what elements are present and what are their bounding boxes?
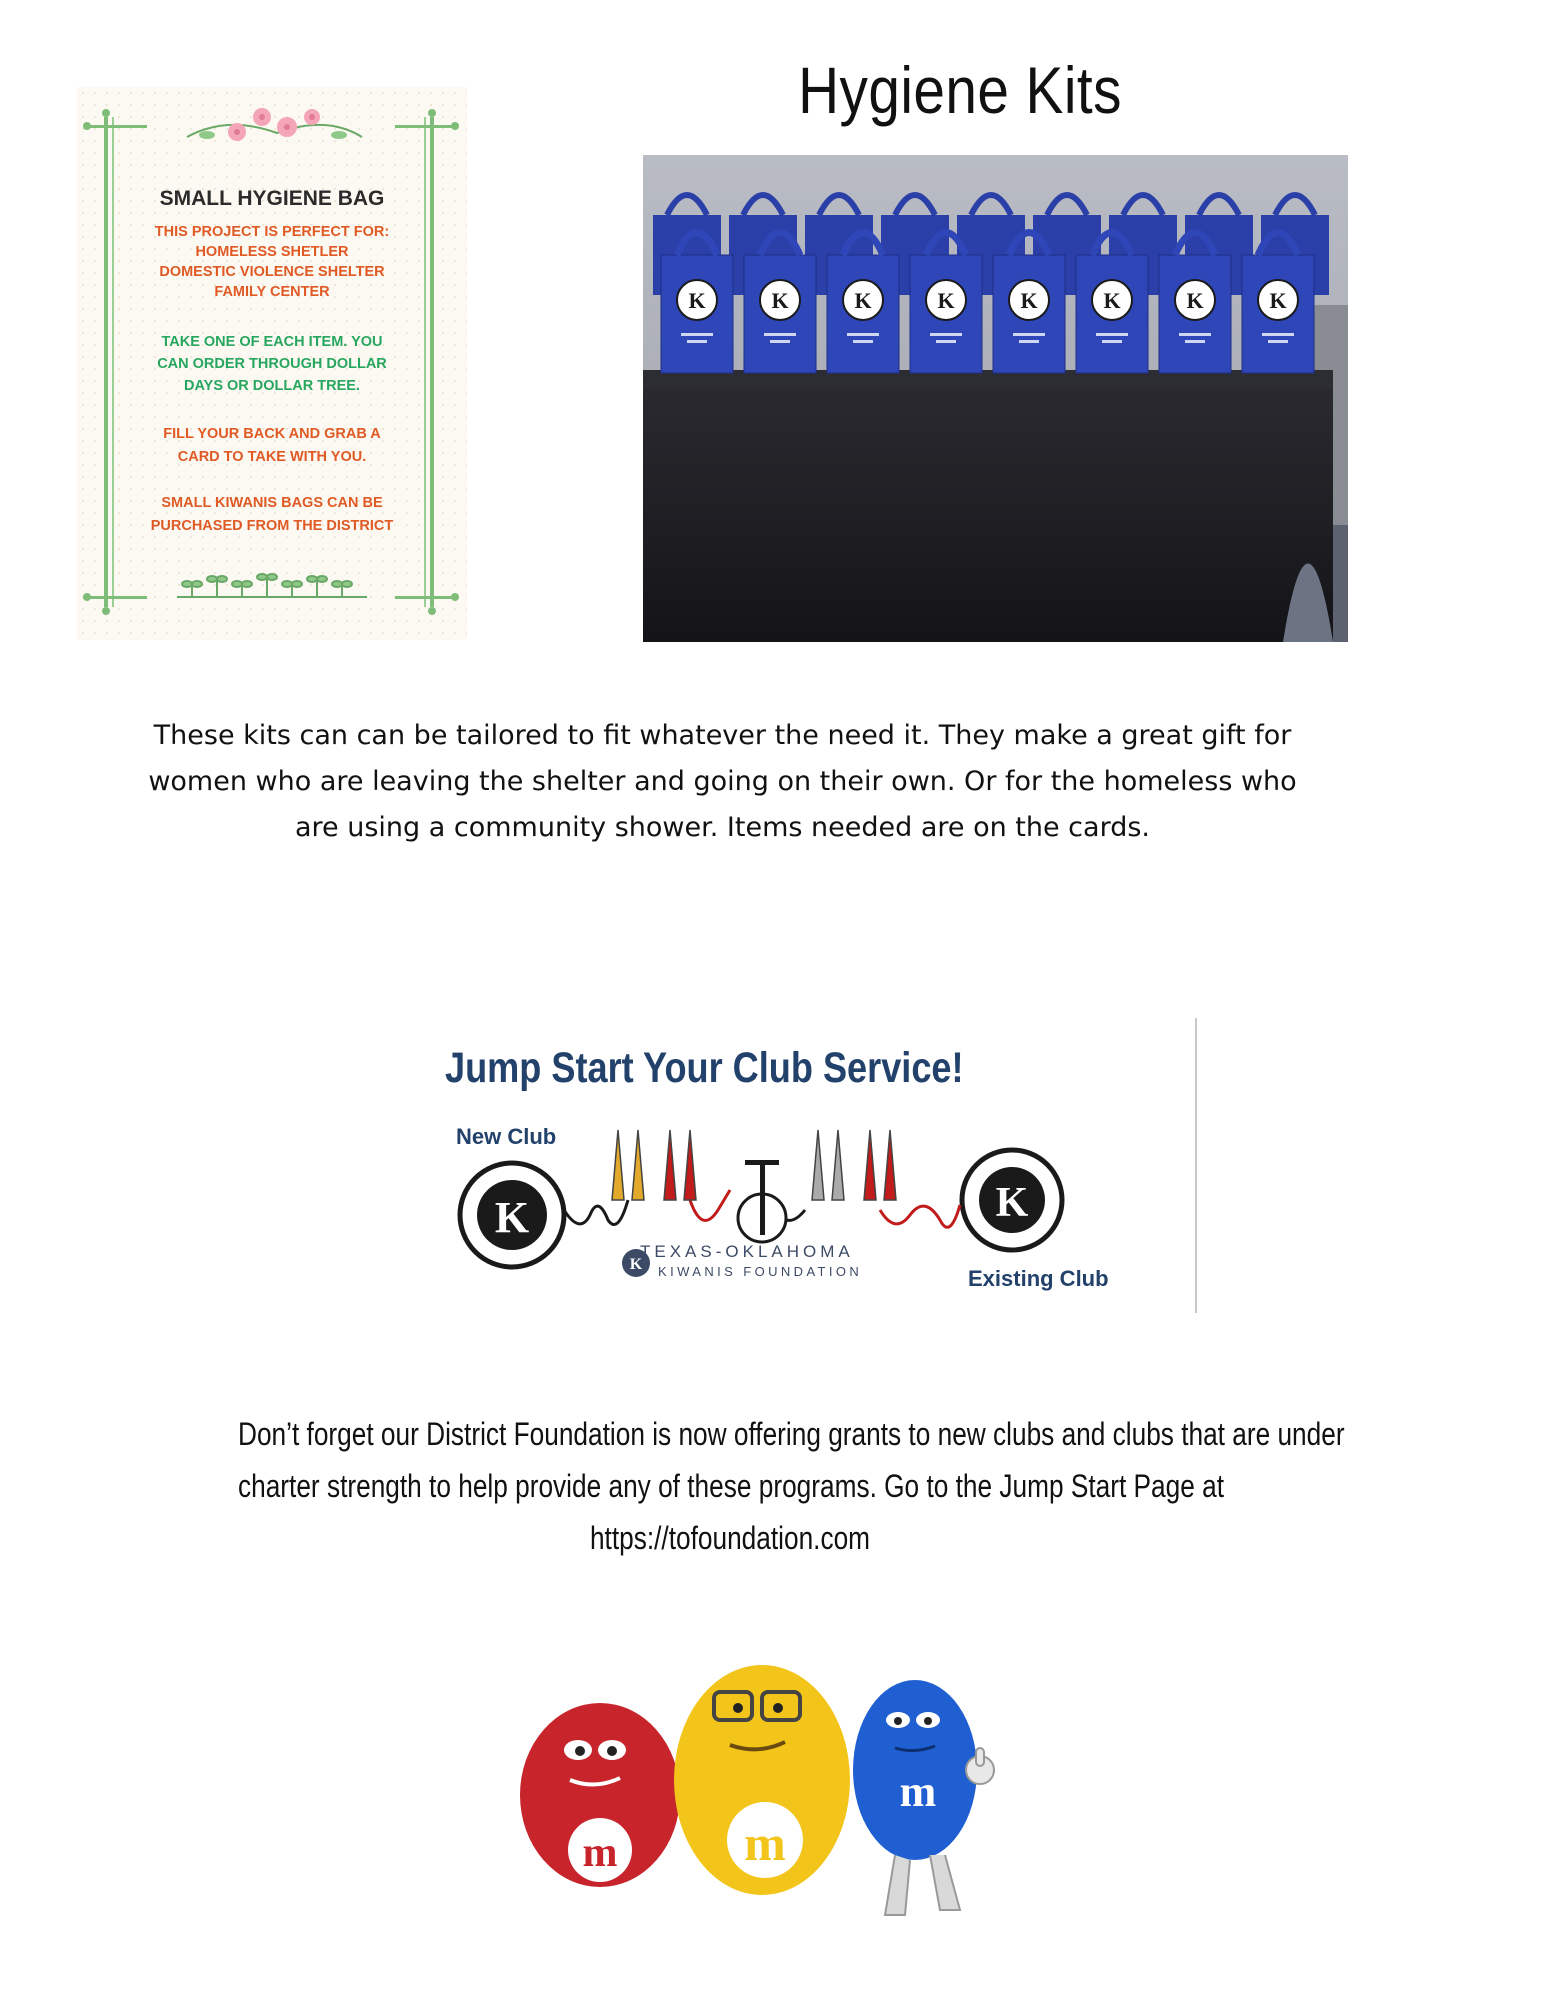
svg-text:m: m [582,1830,618,1876]
sprout-decoration [177,574,367,597]
card-line: FAMILY CENTER [214,284,330,300]
card-line: PURCHASED FROM THE DISTRICT [150,518,394,534]
kiwanis-logo-right [962,1150,1062,1250]
paragraph-line: These kits can can be tailored to fit whatever the need it. They make a great gift for [153,720,1292,751]
card-line: TAKE ONE OF EACH ITEM. YOU [161,334,383,350]
mm-characters-image [500,1620,1060,1940]
svg-text:K: K [937,288,955,313]
svg-text:K: K [854,288,872,313]
paragraph-line: are using a community shower. Items needed are on the cards. [295,812,1150,843]
existing-club-label: Existing Club [968,1266,1109,1291]
svg-text:K: K [995,1180,1029,1226]
hygiene-bag-card [77,87,467,640]
card-line: THIS PROJECT IS PERFECT FOR: [154,224,390,240]
svg-text:K: K [1103,288,1121,313]
svg-text:K: K [771,288,789,313]
svg-text:K: K [688,288,706,313]
flower-decoration [187,108,362,141]
page-title: Hygiene Kits [798,53,1122,127]
yellow-mm-character [674,1665,850,1895]
svg-text:m: m [899,1767,937,1816]
jump-start-graphic [440,1020,1210,1320]
to-emblem [738,1160,786,1242]
card-line: FILL YOUR BACK AND GRAB A [163,426,381,442]
card-title: SMALL HYGIENE BAG [159,187,385,210]
card-take-one [117,331,427,397]
foundation-note [130,1408,1345,1564]
card-line: CARD TO TAKE WITH YOU. [177,449,367,465]
card-perfect-for [117,222,427,302]
red-mm-character [520,1703,680,1887]
card-line: DAYS OR DOLLAR TREE. [184,378,360,394]
svg-text:K: K [629,1256,643,1273]
blue-mm-character [853,1680,994,1915]
vertical-divider [1195,1018,1197,1313]
svg-text:K: K [494,1193,530,1242]
hygiene-bags-photo [643,155,1348,642]
paragraph-line: women who are leaving the shelter and going on their own. Or for the homeless who [148,766,1297,797]
foundation-name-line1: TEXAS-OKLAHOMA [640,1242,854,1261]
foundation-name-line2: KIWANIS FOUNDATION [658,1264,863,1279]
jump-start-title: Jump Start Your Club Service! [445,1044,964,1092]
card-fill [117,423,427,469]
note-line: charter strength to help provide any of these programs. Go to the Jump Start Page at [238,1468,1224,1504]
svg-text:K: K [1186,288,1204,313]
card-line: SMALL KIWANIS BAGS CAN BE [161,495,383,511]
description-paragraph [90,713,1355,851]
note-line: Don’t forget our District Foundation is now offering grants to new clubs and clubs that are under [238,1416,1345,1452]
card-line: CAN ORDER THROUGH DOLLAR [157,356,387,372]
foundation-link: https://tofoundation.com [589,1520,871,1556]
new-club-label: New Club [456,1124,557,1149]
svg-text:m: m [744,1815,786,1871]
card-line: DOMESTIC VIOLENCE SHELTER [159,264,385,280]
svg-text:K: K [1269,288,1287,313]
card-small-bags [117,492,427,538]
card-line: HOMELESS SHETLER [195,244,349,260]
kiwanis-logo-left [460,1163,564,1267]
svg-text:K: K [1020,288,1038,313]
